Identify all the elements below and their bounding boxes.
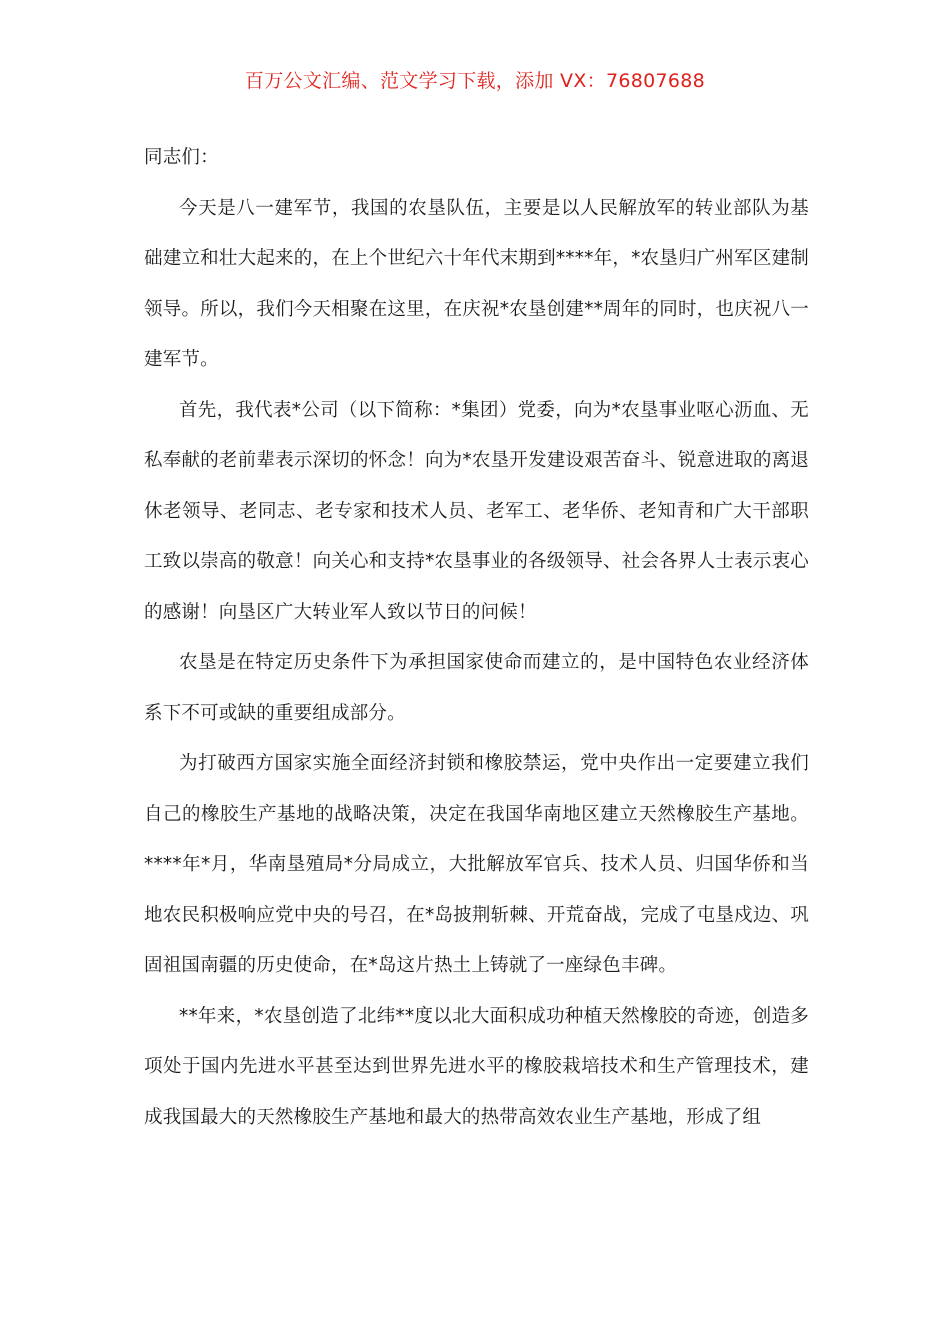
paragraph-4: 为打破西方国家实施全面经济封锁和橡胶禁运，党中央作出一定要建立我们自己的橡胶生产基地的战略决策，决定在我国华南地区建立天然橡胶生产基地。****年*月，华南垦殖局*分局成立，大批解放军官兵、技术人员、归国华侨和当地农民积极响应党中央的号召，在*岛披荆斩棘、开荒奋战，完成了屯垦戍边、巩固祖国南疆的历史使命，在*岛这片热土上铸就了一座绿色丰碑。 <box>144 753 809 976</box>
salutation: 同志们： <box>144 147 219 168</box>
paragraph-5: **年来，*农垦创造了北纬**度以北大面积成功种植天然橡胶的奇迹，创造多项处于国内先进水平甚至达到世界先进水平的橡胶栽培技术和生产管理技术，建成我国最大的天然橡胶生产基地和最大的热带高效农业生产基地，形成了组 <box>144 1005 809 1128</box>
paragraph-2: 首先，我代表*公司（以下简称：*集团）党委，向为*农垦事业呕心沥血、无私奉献的老前辈表示深切的怀念！向为*农垦开发建设艰苦奋斗、锐意进取的离退休老领导、老同志、老专家和技术人员、老军工、老华侨、老知青和广大干部职工致以崇高的敬意！向关心和支持*农垦事业的各级领导、社会各界人士表示衷心的感谢！向垦区广大转业军人致以节日的问候！ <box>144 399 809 623</box>
document-body <box>144 133 809 1143</box>
paragraph-1: 今天是八一建军节，我国的农垦队伍，主要是以人民解放军的转业部队为基础建立和壮大起来的，在上个世纪六十年代末期到****年，*农垦归广州军区建制领导。所以，我们今天相聚在这里，在庆祝*农垦创建**周年的同时，也庆祝八一建军节。 <box>144 197 809 370</box>
promo-header: 百万公文汇编、范文学习下载，添加 VX：76807688 <box>244 70 706 92</box>
paragraph-3: 农垦是在特定历史条件下为承担国家使命而建立的，是中国特色农业经济体系下不可或缺的重要组成部分。 <box>144 652 809 724</box>
